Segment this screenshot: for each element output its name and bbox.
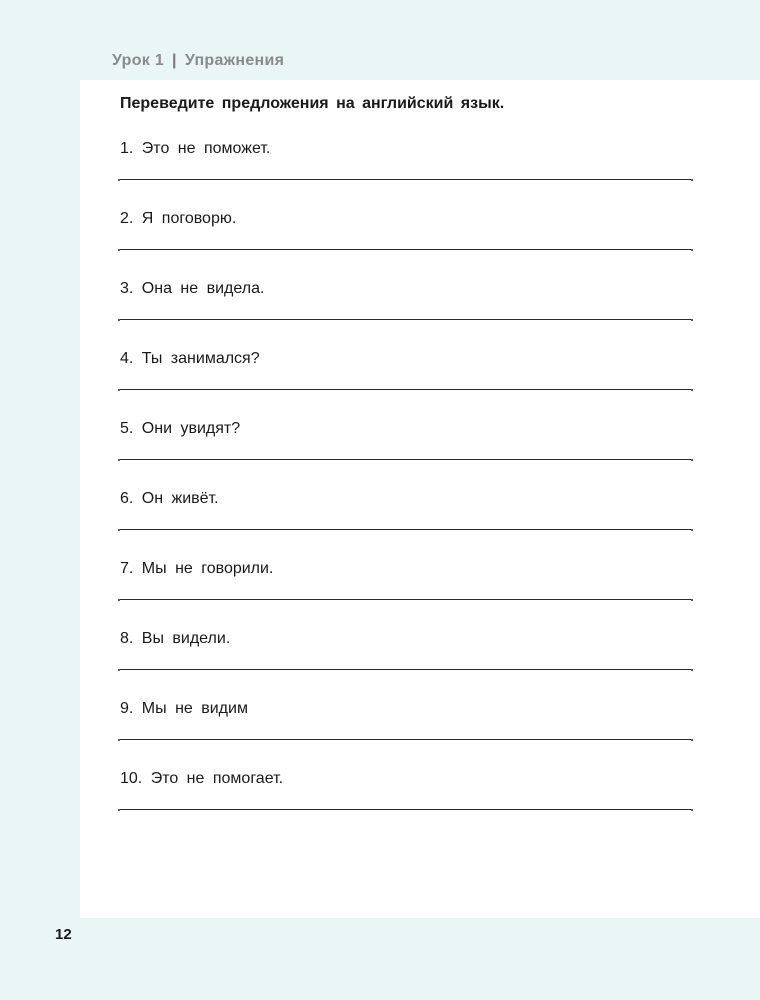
answer-line[interactable]: [120, 319, 691, 320]
exercise-sentence: 6. Он живёт.: [120, 490, 219, 507]
exercise-item: [120, 770, 692, 820]
exercise-instruction: Переведите предложения на английский язык.: [120, 95, 505, 112]
exercise-item: [120, 700, 692, 750]
header-separator: |: [172, 52, 177, 69]
exercise-sentence: 5. Они увидят?: [120, 420, 241, 437]
exercise-item: [120, 630, 692, 680]
page-number: 12: [55, 926, 72, 943]
exercise-sentence: 8. Вы видели.: [120, 630, 231, 647]
answer-line[interactable]: [120, 669, 691, 670]
answer-line[interactable]: [120, 459, 691, 460]
section-title: Упражнения: [184, 52, 285, 69]
page-header: [112, 52, 284, 70]
answer-line[interactable]: [120, 739, 691, 740]
exercise-sentence: 4. Ты занимался?: [120, 350, 260, 367]
exercise-sentence: 1. Это не поможет.: [120, 140, 271, 157]
answer-line[interactable]: [120, 599, 691, 600]
answer-line[interactable]: [120, 389, 691, 390]
exercise-item: [120, 560, 692, 610]
exercise-item: [120, 140, 692, 190]
exercise-item: [120, 490, 692, 540]
exercise-item: [120, 350, 692, 400]
exercise-sentence: 10. Это не помогает.: [120, 770, 284, 787]
lesson-title: Урок 1: [112, 52, 165, 69]
exercise-item: [120, 210, 692, 260]
answer-line[interactable]: [120, 249, 691, 250]
exercise-sentence: 2. Я поговорю.: [120, 210, 237, 227]
exercise-sentence: 7. Мы не говорили.: [120, 560, 274, 577]
exercise-item: [120, 280, 692, 330]
exercise-sentence: 9. Мы не видим: [120, 700, 248, 717]
answer-line[interactable]: [120, 529, 691, 530]
answer-line[interactable]: [120, 179, 691, 180]
exercise-sentence: 3. Она не видела.: [120, 280, 265, 297]
exercise-item: [120, 420, 692, 470]
answer-line[interactable]: [120, 809, 691, 810]
